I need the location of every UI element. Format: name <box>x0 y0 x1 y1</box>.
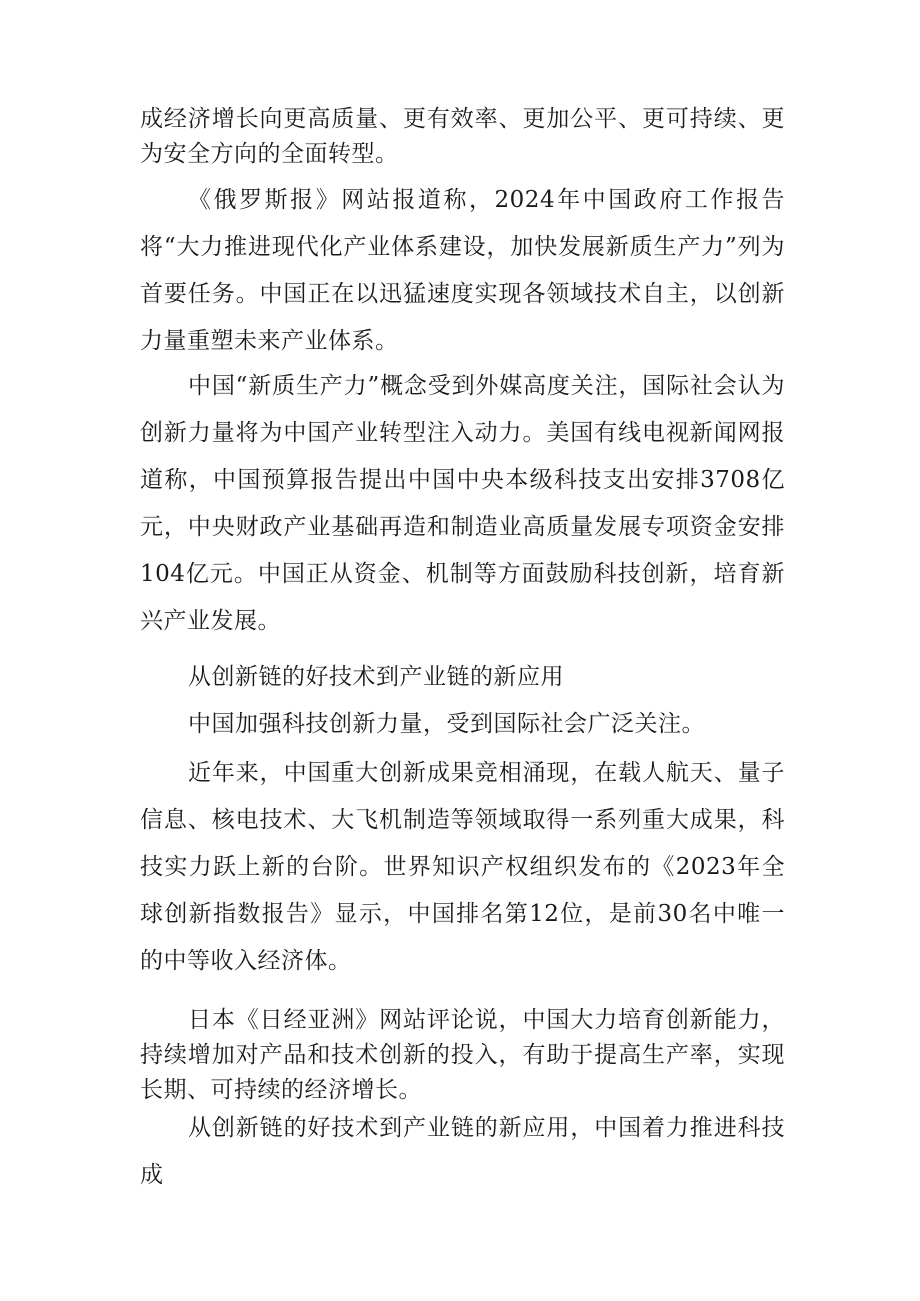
paragraph-innovation-chain: 从创新链的好技术到产业链的新应用，中国着力推进科技成 <box>140 1115 785 1188</box>
paragraph-nikkei-asia: 日本《日经亚洲》网站评论说，中国大力培育创新能力，持续增加对产品和技术创新的投入，有助于提高生产率，实现长期、可持续的经济增长。 <box>140 1007 785 1103</box>
paragraph-russian-gazette: 《俄罗斯报》网站报道称，2024年中国政府工作报告将“大力推进现代化产业体系建设，加快发展新质生产力”列为首要任务。中国正在以迅猛速度实现各领域技术自主，以创新力量重塑未来产业体系。 <box>140 187 785 354</box>
paragraph-continuation: 成经济增长向更高质量、更有效率、更加公平、更可持续、更为安全方向的全面转型。 <box>140 106 785 167</box>
paragraph-new-quality-productivity: 中国“新质生产力”概念受到外媒高度关注，国际社会认为创新力量将为中国产业转型注入动力。美国有线电视新闻网报道称，中国预算报告提出中国中央本级科技支出安排3708亿元，中央财政产业基础再造和制造业高质量发展专项资金安排104亿元。中国正从资金、机制等方面鼓励科技创新，培育新兴产业发展。 <box>140 373 785 634</box>
paragraph-innovation-achievements: 近年来，中国重大创新成果竞相涌现，在载人航天、量子信息、核电技术、大飞机制造等领域取得一系列重大成果，科技实力跃上新的台阶。世界知识产权组织发布的《2023年全球创新指数报告》显示，中国排名第12位，是前30名中唯一的中等收入经济体。 <box>140 760 785 974</box>
paragraph-international-attention: 中国加强科技创新力量，受到国际社会广泛关注。 <box>188 711 705 737</box>
section-subheading: 从创新链的好技术到产业链的新应用 <box>188 664 564 690</box>
